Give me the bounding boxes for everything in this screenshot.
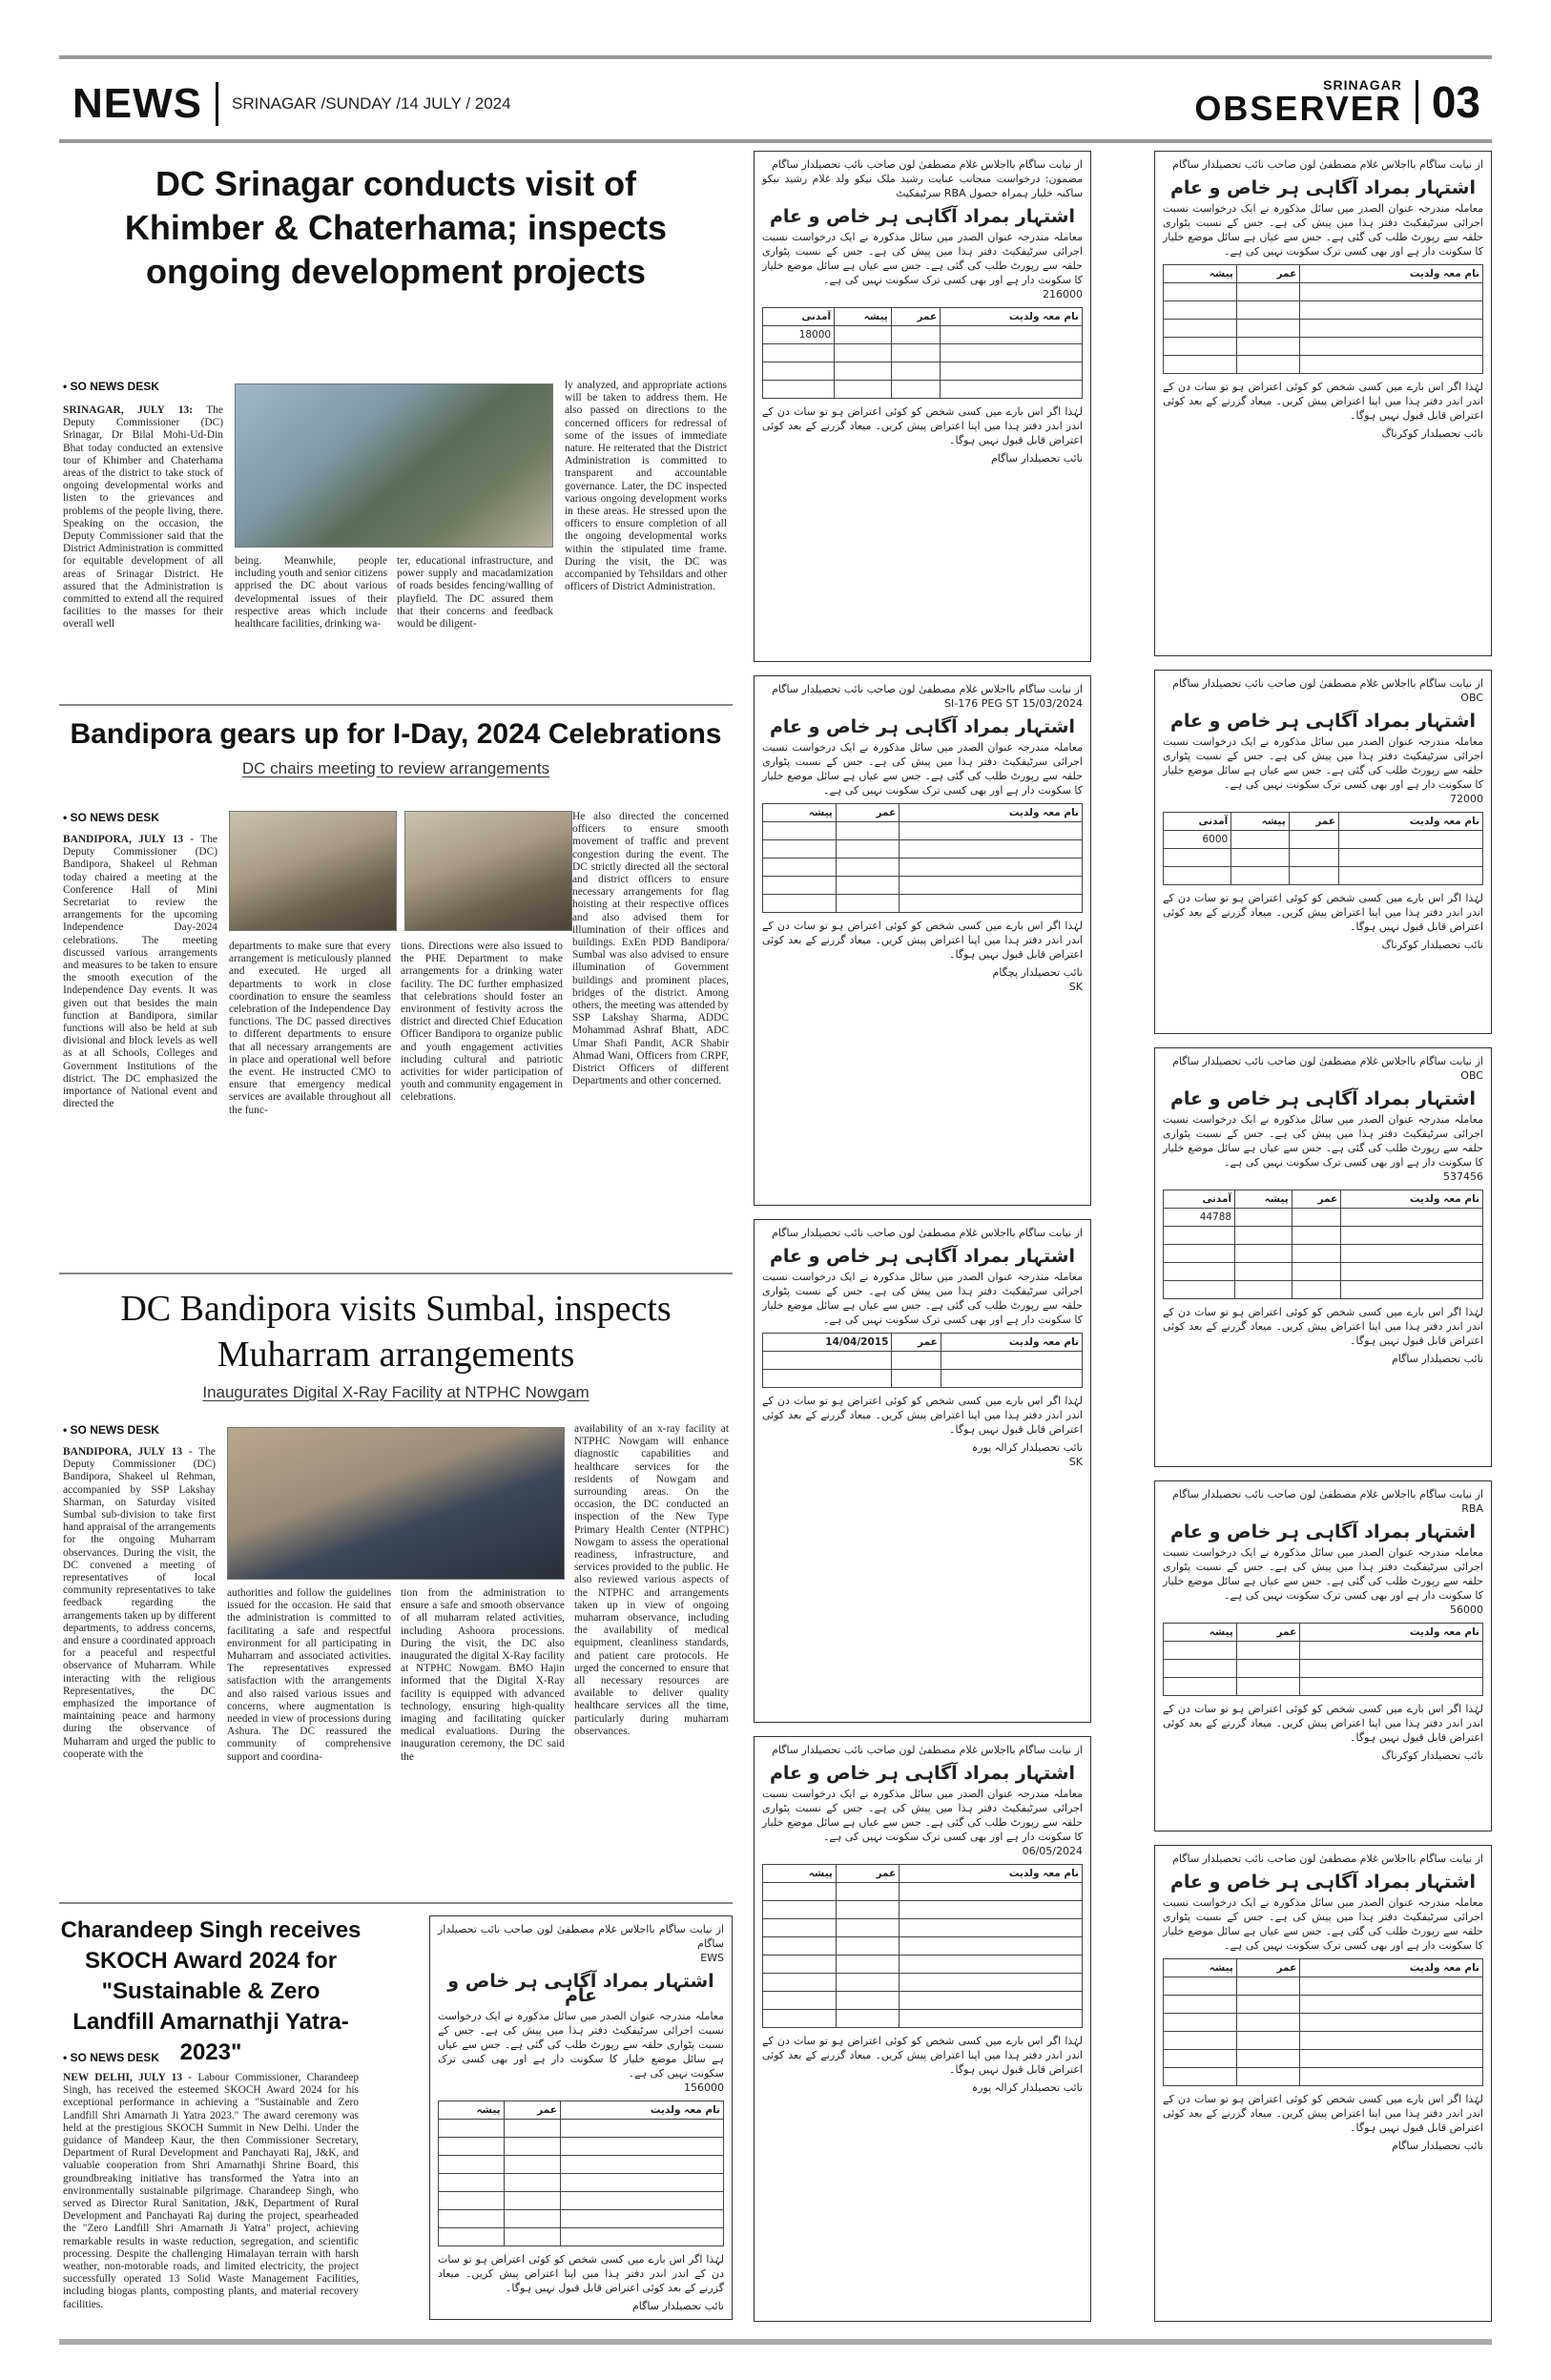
notice-table	[1163, 1190, 1483, 1299]
notice-intro: از نیابت ساگام بااجلاس غلام مصطفیٰ لون صاحب نائب تحصیلدار ساگام	[1172, 1488, 1483, 1500]
notice-body: معاملہ مندرجہ عنوان الصدر میں سائل مذکورہ نے ایک درخواست نسبت اجرائی سرٹیفکیٹ دفتر ہذا میں پیش کی ہے۔ جس کے نسبت پٹواری حلقہ سے رپورٹ طلب کی گئی ہے۔ جس سے عیاں ہے سائل موضع خلیار کا سکونت دار ہے اور بھی کسی ترک سکونت نہیں کی ہے۔	[762, 231, 1083, 286]
col-age: عمر	[1236, 265, 1299, 283]
notice-table	[1163, 1623, 1483, 1696]
notice-table	[762, 1864, 1083, 2028]
notice-table	[762, 307, 1083, 399]
dateline-lead: BANDIPORA, JULY 13 -	[63, 1446, 193, 1458]
story-skoch-award	[59, 1915, 362, 2328]
story-dc-srinagar	[59, 162, 733, 706]
col-profession: پیشہ	[835, 308, 892, 326]
notice-objection: لہٰذا اگر اس بارے میں کسی شخص کو کوئی اعتراض ہو تو سات دن کے اندر اندر دفتر ہذا میں اپنا اعتراض پیش کریں۔ میعاد گزرنے کے بعد کوئی اعتراض قابل قبول نہیں ہوگا۔	[1163, 892, 1483, 933]
story-column-4: availability of an x-ray facility at NTPHC Nowgam will enhance diagnostic capabilities and healthcare services for the residents of Nowgam and surrounding areas. On the occasion, the DC conducted an inspection of the New Type Primary Health Center (NTPHC) Nowgam to assess the operational readiness, infrastructure, and services provided to the public. He also reviewed various aspects of the NTPHC and arrangements taken up in view of ongoing muharram observance, including the availability of medical equipment, cleanliness standards, and patient care protocols. He urged the concerned to ensure that all necessary resources are available to deliver quality healthcare services all the time, particularly during muharram observances.	[574, 1423, 729, 1737]
story-column-3: ter, educational infrastructure, and power supply and macadamization of roads besides fencing/walling of playfield. The DC assured them that their concerns and feedback would be diligent-	[397, 555, 553, 631]
masthead-left	[72, 80, 511, 128]
page-number: 03	[1431, 77, 1480, 127]
news-photo	[227, 1427, 565, 1580]
notice-body: معاملہ مندرجہ عنوان الصدر میں سائل مذکورہ نے ایک درخواست نسبت اجرائی سرٹیفکیٹ دفتر ہذا میں پیش کی ہے۔ جس کے نسبت پٹواری حلقہ سے رپورٹ طلب کی گئی ہے۔ جس سے عیاں ہے سائل موضع خلیار کا سکونت دار ہے اور بھی کسی ترک سکونت نہیں کی ہے۔	[1163, 1113, 1483, 1169]
income-value: 18000	[763, 326, 835, 344]
story-column-3: tion from the administration to ensure a safe and smooth observance of all muharram related activities, including Ashoora processions. During the visit, the DC also inaugurated the digital X-Ray facility at NTPHC Nowgam. BMO Hajin informed that the Digital X-Ray facility is equipped with advanced technology, ensuring high-quality imaging and facilitating quicker medical evaluations. During the inauguration ceremony, the DC said the	[401, 1587, 565, 1763]
notice-body: معاملہ مندرجہ عنوان الصدر میں سائل مذکورہ نے ایک درخواست نسبت اجرائی سرٹیفکیٹ دفتر ہذا میں پیش کی ہے۔ جس کے نسبت پٹواری حلقہ سے رپورٹ طلب کی گئی ہے۔ جس سے عیاں ہے سائل موضع خلیار کا سکونت دار ہے اور بھی کسی ترک سکونت نہیں کی ہے۔	[1163, 202, 1483, 258]
column-text: The Deputy Commissioner (DC) Bandipora, Shakeel ul Rehman today chaired a meeting at the Conference Hall of Mini Secretariat to review the arrangements for the upcoming Independence Day-2024 celebrations. The meeting discussed various arrangements and measures to be taken to ensure the smooth execution of the Independence Day events. It was given out that besides the main function at Bandipora, similar functions will also be held at sub divisional and block levels as well as at all Schools, Colleges and Government Institutions of the district. The DC emphasized the importance of National event and directed the	[63, 834, 217, 1110]
col-age: عمر	[891, 308, 941, 326]
notice-signature: نائب تحصیلدار ساگام	[990, 452, 1083, 465]
notice-table	[438, 2101, 724, 2246]
notice-table	[762, 1333, 1083, 1388]
notice-objection: لہٰذا اگر اس بارے میں کسی شخص کو کوئی اعتراض ہو تو سات دن کے اندر اندر دفتر ہذا میں اپنا اعتراض پیش کریں۔ میعاد گزرنے کے بعد کوئی اعتراض قابل قبول نہیں ہوگا۔	[1163, 2093, 1483, 2134]
story-bandipora-sumbal	[59, 1286, 733, 1896]
col-age: عمر	[1292, 1190, 1341, 1209]
headline: Bandipora gears up for I-Day, 2024 Celebrations	[70, 718, 722, 750]
byline: • SO NEWS DESK	[63, 380, 159, 393]
notice-objection: لہٰذا اگر اس بارے میں کسی شخص کو کوئی اعتراض ہو تو سات دن کے اندر اندر دفتر ہذا میں اپنا اعتراض پیش کریں۔ میعاد گزرنے کے بعد کوئی اعتراض قابل قبول نہیں ہوگا۔	[1163, 1306, 1483, 1347]
notice-date: 15/03/2024	[1022, 697, 1083, 710]
col-age: عمر	[1236, 1624, 1299, 1642]
column-text: The Deputy Commissioner (DC) Srinagar, Dr Bilal Mohi-Ud-Din Bhat today conducted an extensive tour of Khimber and Chaterhama areas of the district to take stock of ongoing developmental works and listen to the grievances and problems of the people living, there. Speaking on the occasion, the Deputy Commissioner said that the District Administration is committed for equitable development of all areas of Srinagar District. He assured that the Administration is committed to extend all the required facilities to the masses for their overall well	[63, 404, 223, 631]
col-age: عمر	[892, 1334, 941, 1352]
notice-signature: نائب تحصیلدار ساگام	[631, 2300, 724, 2312]
notice-body: معاملہ مندرجہ عنوان الصدر میں سائل مذکورہ نے ایک درخواست نسبت اجرائی سرٹیفکیٹ دفتر ہذا میں پیش کی ہے۔ جس کے نسبت پٹواری حلقہ سے رپورٹ طلب کی گئی ہے۔ جس سے عیاں ہے سائل موضع خلیار کا سکونت دار ہے اور بھی کسی ترک سکونت نہیں کی ہے۔	[1163, 1546, 1483, 1602]
notice-signature: نائب تحصیلدار کوکرناگ	[1381, 939, 1483, 951]
notice-heading: اشتہار بمراد آگاہی ہر خاص و عام	[769, 1246, 1076, 1267]
notice-table	[1163, 812, 1483, 885]
notice-amount: 156000	[684, 2081, 724, 2094]
notice-body: معاملہ مندرجہ عنوان الصدر میں سائل مذکورہ نے ایک درخواست نسبت اجرائی سرٹیفکیٹ دفتر ہذا میں پیش کی ہے۔ جس کے نسبت پٹواری حلقہ سے رپورٹ طلب کی گئی ہے۔ جس سے عیاں ہے سائل موضع خلیار کا سکونت دار ہے اور بھی کسی ترک سکونت نہیں کی ہے۔	[762, 1271, 1083, 1326]
story-bandipora-iday	[59, 715, 733, 1269]
notice-objection: لہٰذا اگر اس بارے میں کسی شخص کو کوئی اعتراض ہو تو سات دن کے اندر اندر دفتر ہذا میں اپنا اعتراض پیش کریں۔ میعاد گزرنے کے بعد کوئی اعتراض قابل قبول نہیں ہوگا۔	[1163, 381, 1483, 422]
notice-signature: نائب تحصیلدار کرالہ پورہ	[971, 2081, 1083, 2094]
notice-amount: 72000	[1450, 793, 1483, 805]
dateline-lead: NEW DELHI, JULY 13 -	[63, 2072, 193, 2083]
urdu-notice	[1154, 670, 1492, 1034]
col-name: نام معہ ولدیت	[1300, 265, 1483, 283]
col-profession: پیشہ	[763, 804, 837, 822]
newspaper-page	[59, 55, 1492, 2333]
col-profession: پیشہ	[1235, 1190, 1292, 1209]
notice-intro: از نیابت ساگام بااجلاس غلام مصطفیٰ لون صاحب نائب تحصیلدار ساگام	[1172, 1055, 1483, 1067]
story-column-1	[63, 404, 223, 706]
headline: DC Srinagar conducts visit of Khimber & Chaterhama; inspects ongoing development projects	[124, 164, 668, 291]
notice-table	[762, 803, 1083, 913]
col-age: عمر	[836, 1865, 899, 1883]
notice-objection: لہٰذا اگر اس بارے میں کسی شخص کو کوئی اعتراض ہو تو سات دن کے اندر اندر دفتر ہذا میں اپنا اعتراض پیش کریں۔ میعاد گزرنے کے بعد کوئی اعتراض قابل قبول نہیں ہوگا۔	[762, 920, 1083, 961]
col-name: نام معہ ولدیت	[1300, 1624, 1483, 1642]
brand-top: SRINAGAR	[1323, 77, 1402, 93]
col-name: نام معہ ولدیت	[1339, 813, 1483, 831]
story-body	[63, 2072, 359, 2326]
notice-body: معاملہ مندرجہ عنوان الصدر میں سائل مذکورہ نے ایک درخواست نسبت اجرائی سرٹیفکیٹ دفتر ہذا میں پیش کی ہے۔ جس کے نسبت پٹواری حلقہ سے رپورٹ طلب کی گئی ہے۔ جس سے عیاں ہے سائل موضع خلیار کا سکونت دار ہے اور بھی کسی ترک سکونت نہیں کی ہے۔	[1163, 1896, 1483, 1952]
notice-heading: اشتہار بمراد آگاہی ہر خاص و عام	[1169, 1872, 1477, 1893]
notice-intro: از نیابت ساگام بااجلاس غلام مصطفیٰ لون صاحب نائب تحصیلدار ساگام	[772, 683, 1083, 695]
separator	[59, 1902, 733, 1904]
notice-ref	[762, 696, 1083, 711]
col-name: نام معہ ولدیت	[1341, 1190, 1483, 1209]
byline: • SO NEWS DESK	[63, 811, 159, 824]
separator	[59, 1273, 733, 1274]
urdu-notice	[1154, 1480, 1492, 1832]
dateline: SRINAGAR /SUNDAY /14 JULY / 2024	[232, 94, 511, 113]
column-text: The Deputy Commissioner (DC) Bandipora, Shakeel ul Rehman, accompanied by SSP Lakshay Sharman, on Saturday visited Sumbal sub-division to take first hand appraisal of the arrangements for the ongoing Muharram observances. During the visit, the DC convened a meeting of representatives of local community representatives to take feedback regarding the arrangements taken up by different departments, to address concerns, and ensure a coordinated approach for a peaceful and respectful observance of Muharram. While interacting with the religious Representatives, the DC emphasized the importance of maintaining peace and harmony during the observance of Muharram and urged the public to cooperate with the	[63, 1446, 216, 1760]
notice-objection: لہٰذا اگر اس بارے میں کسی شخص کو کوئی اعتراض ہو تو سات دن کے اندر اندر دفتر ہذا میں اپنا اعتراض پیش کریں۔ میعاد گزرنے کے بعد کوئی اعتراض قابل قبول نہیں ہوگا۔	[1163, 1703, 1483, 1744]
notice-heading: اشتہار بمراد آگاہی ہر خاص و عام	[447, 1971, 714, 2006]
col-profession: پیشہ	[1164, 1624, 1237, 1642]
urdu-notice	[754, 151, 1091, 662]
col-name: نام معہ ولدیت	[1300, 1959, 1483, 1977]
col-name: نام معہ ولدیت	[900, 804, 1083, 822]
notice-sk-label: SK	[1068, 1456, 1083, 1468]
notice-signature: نائب تحصیلدار ساگام	[1391, 1353, 1483, 1365]
brand-main: OBSERVER	[1194, 89, 1402, 128]
col-profession: پیشہ	[763, 1865, 837, 1883]
notice-amount: 537456	[1443, 1170, 1483, 1183]
urdu-notice	[754, 1219, 1091, 1723]
income-value: 44788	[1164, 1209, 1235, 1227]
notice-peg: PEG	[981, 697, 1003, 710]
subheadline: DC chairs meeting to review arrangements	[241, 759, 550, 777]
notice-intro: از نیابت ساگام بااجلاس غلام مصطفیٰ لون صاحب نائب تحصیلدار ساگام	[1172, 158, 1483, 171]
col-age: عمر	[504, 2101, 560, 2120]
notice-signature: نائب تحصیلدار پچگام	[992, 966, 1083, 979]
story-column-4: He also directed the concerned officers to ensure smooth movement of traffic and prevent congestion during the event. The DC strictly directed all the sectoral and district officers to ensure necessary arrangements for flag hoisting at their respective offices and also advised them for illumination of their offices and buildings. ExEn PDD Bandipora/ Sumbal was also advised to ensure illumination of Government buildings and prominent places, bridges of the district. Among others, the meeting was attended by SSP Lakshay Sharma, ADDC Mohammad Ashraf Bhatt, ADC Umar Shafi Pandit, ACR Shabir Ahmad Wani, Officers from CRPF, District Officers of different Departments and other concerned.	[572, 811, 729, 1087]
notice-heading: اشتہار بمراد آگاہی ہر خاص و عام	[1169, 711, 1477, 732]
notice-st: ST	[1005, 697, 1020, 710]
story-column-4: ly analyzed, and appropriate actions will be taken to address them. He also passed on directions to the concerned officers for redressal of some of the issues of immediate nature. He reiterated that the District Administration is committed to transparent and accountable governance. Later, the DC inspected various ongoing development works in these areas. He stressed upon the officers to ensure completion of all the ongoing developmental works within the stipulated time frame. During the visit, the DC was accompanied by Tehsildars and other officers of District Administration.	[565, 380, 727, 593]
notice-amount: 56000	[1450, 1604, 1483, 1616]
notice-body: معاملہ مندرجہ عنوان الصدر میں سائل مذکورہ نے ایک درخواست نسبت اجرائی سرٹیفکیٹ دفتر ہذا میں پیش کی ہے۔ جس کے نسبت پٹواری حلقہ سے رپورٹ طلب کی گئی ہے۔ جس سے عیاں ہے سائل موضع خلیار کا سکونت دار ہے اور بھی کسی ترک سکونت نہیں کی ہے۔	[1163, 735, 1483, 791]
story-column-2: being. Meanwhile, people including youth and senior citizens apprised the DC about various developmental issues of their respective areas which include healthcare facilities, drinking wa-	[235, 555, 387, 631]
col-age: عمر	[1289, 813, 1338, 831]
byline: • SO NEWS DESK	[63, 1423, 159, 1437]
col-name: نام معہ ولدیت	[560, 2101, 723, 2120]
col-age: عمر	[1236, 1959, 1299, 1977]
col-income: آمدنی	[1164, 813, 1231, 831]
notice-obc-label: OBC	[1460, 692, 1483, 704]
col-name: نام معہ ولدیت	[941, 308, 1083, 326]
col-age: عمر	[836, 804, 899, 822]
dateline-lead: BANDIPORA, JULY 13 -	[63, 834, 195, 845]
notice-rba-label: RBA	[1461, 1502, 1483, 1515]
brand-logo	[1194, 78, 1401, 126]
notice-signature: نائب تحصیلدار کوکرناگ	[1381, 1749, 1483, 1762]
column-text: Labour Commissioner, Charandeep Singh, has received the esteemed SKOCH Award 2024 for his exceptional performance in achieving a "Sustainable and Zero Landfill Shri Amarnath Ji Yatra 2023." The award ceremony was held at the prestigious SKOCH Summit in New Delhi. Under the guidance of Mandeep Kaur, the then Commissioner Secretary, Department of Rural Development and Panchayati Raj, J&K, and valuable cooperation from Shri Amarnathji Shrine Board, this groundbreaking initiative has transformed the Yatra into an environmentally sustainable pilgrimage. Charandeep Singh, who served as Director Rural Sanitation, J&K, Department of Rural Development and Panchayati Raj during the project, spearheaded the "Zero Landfill Shri Amarnath Ji Yatra" project, achieving remarkable results in waste reduction, segregation, and scientific processing. Despite the challenging Himalayan terrain with harsh weather, non-motorable roads, and limited electricity, the project successfully operated 13 Solid Waste Management Facilities, including biogas plants, composting plants, and material recovery facilities.	[63, 2072, 359, 2310]
notice-objection: لہٰذا اگر اس بارے میں کسی شخص کو کوئی اعتراض ہو تو سات دن کے اندر اندر دفتر ہذا میں اپنا اعتراض پیش کریں۔ میعاد گزرنے کے بعد کوئی اعتراض قابل قبول نہیں ہوگا۔	[762, 405, 1083, 446]
notice-intro: از نیابت ساگام بااجلاس غلام مصطفیٰ لون صاحب نائب تحصیلدار ساگام	[1172, 1852, 1483, 1865]
urdu-notice	[1154, 1047, 1492, 1467]
urdu-notices-column-b	[1154, 151, 1492, 2326]
story-column-1	[63, 834, 217, 1265]
dateline-lead: SRINAGAR, JULY 13:	[63, 404, 194, 416]
notice-sk-label: SK	[1068, 981, 1083, 993]
masthead-right	[1194, 76, 1480, 128]
notice-heading: اشتہار بمراد آگاہی ہر خاص و عام	[1169, 177, 1477, 198]
story-column-1	[63, 1446, 216, 1893]
headline: Charandeep Singh receives SKOCH Award 2024 for "Sustainable & Zero Landfill Amarnathji Yatra-2023"	[60, 1917, 362, 2065]
notice-body: معاملہ مندرجہ عنوان الصدر میں سائل مذکورہ نے ایک درخواست نسبت اجرائی سرٹیفکیٹ دفتر ہذا میں پیش کی ہے۔ جس کے نسبت پٹواری حلقہ سے رپورٹ طلب کی گئی ہے۔ جس سے عیاں ہے سائل موضع خلیار کا سکونت دار ہے اور بھی کسی ترک سکونت نہیں کی ہے۔	[762, 1788, 1083, 1843]
story-column-3: tions. Directions were also issued to the PHE Department to make arrangements for a drinking water facility. The DC further emphasized that celebrations should foster an environment of festivity across the district and directed Chief Education Officer Bandipora to organize public and youth engagement activities including cultural and patriotic activities for wider participation of youth and community engagement in celebrations.	[401, 941, 563, 1104]
col-profession: پیشہ	[1164, 265, 1237, 283]
subheadline: Inaugurates Digital X-Ray Facility at NTPHC Nowgam	[202, 1383, 589, 1401]
urdu-notice	[754, 1736, 1091, 2322]
notice-objection: لہٰذا اگر اس بارے میں کسی شخص کو کوئی اعتراض ہو تو سات دن کے اندر اندر دفتر ہذا میں اپنا اعتراض پیش کریں۔ میعاد گزرنے کے بعد کوئی اعتراض قابل قبول نہیں ہوگا۔	[762, 1395, 1083, 1436]
col-income: آمدنی	[763, 308, 835, 326]
notice-heading: اشتہار بمراد آگاہی ہر خاص و عام	[769, 1763, 1076, 1784]
masthead-divider-right	[1416, 80, 1418, 124]
notice-table	[1163, 1958, 1483, 2086]
notice-intro: از نیابت ساگام بااجلاس غلام مصطفیٰ لون صاحب نائب تحصیلدار ساگام	[772, 158, 1083, 171]
separator	[59, 704, 733, 706]
notice-signature: نائب تحصیلدار ساگام	[1391, 2140, 1483, 2152]
story-column-2: departments to make sure that every arrangement is meticulously planned and executed. He urged all departments to work in close coordination to ensure the seamless celebration of the Independence Day functions. The DC passed directives to different departments to ensure that all necessary arrangements are in place and operational well before the event. He instructed CMO to ensure that emergency medical services are available throughout all the func-	[229, 941, 391, 1116]
byline: • SO NEWS DESK	[63, 2051, 159, 2064]
section-title: NEWS	[72, 80, 202, 127]
urdu-notices-column-a	[754, 151, 1091, 2326]
urdu-notice	[754, 675, 1091, 1206]
notice-objection: لہٰذا اگر اس بارے میں کسی شخص کو کوئی اعتراض ہو تو سات دن کے اندر اندر دفتر ہذا میں اپنا اعتراض پیش کریں۔ میعاد گزرنے کے بعد کوئی اعتراض قابل قبول نہیں ہوگا۔	[762, 2035, 1083, 2076]
notice-intro: از نیابت ساگام بااجلاس غلام مصطفیٰ لون صاحب نائب تحصیلدار ساگام	[1172, 677, 1483, 690]
notice-amount: 216000	[1043, 288, 1083, 300]
masthead-divider	[216, 82, 218, 126]
news-photo	[235, 383, 553, 548]
news-photo-1	[229, 811, 397, 931]
footer-rule	[59, 2339, 1492, 2345]
notice-table	[1163, 264, 1483, 374]
notice-signature: نائب تحصیلدار کرالہ پورہ	[971, 1441, 1083, 1454]
notice-signature: نائب تحصیلدار کوکرناگ	[1381, 427, 1483, 440]
notice-objection: لہٰذا اگر اس بارے میں کسی شخص کو کوئی اعتراض ہو تو سات دن کے اندر اندر دفتر ہذا میں اپنا اعتراض پیش کریں۔ میعاد گزرنے کے بعد کوئی اعتراض قابل قبول نہیں ہوگا۔	[438, 2253, 724, 2294]
notice-ref-number: SI-176	[944, 697, 979, 710]
notice-heading: اشتہار بمراد آگاہی ہر خاص و عام	[1169, 1521, 1477, 1542]
col-name: نام معہ ولدیت	[941, 1334, 1082, 1352]
notice-intro: از نیابت ساگام بااجلاس غلام مصطفیٰ لون صاحب نائب تحصیلدار ساگام	[438, 1923, 724, 1950]
urdu-notice	[1154, 1845, 1492, 2322]
notice-heading: اشتہار بمراد آگاہی ہر خاص و عام	[769, 206, 1076, 227]
notice-ews-label: EWS	[700, 1952, 724, 1964]
notice-intro: از نیابت ساگام بااجلاس غلام مصطفیٰ لون صاحب نائب تحصیلدار ساگام	[772, 1227, 1083, 1239]
notice-heading: اشتہار بمراد آگاہی ہر خاص و عام	[1169, 1088, 1477, 1109]
headline: DC Bandipora visits Sumbal, inspects Muharram arrangements	[120, 1289, 672, 1375]
notice-body: معاملہ مندرجہ عنوان الصدر میں سائل مذکورہ نے ایک درخواست نسبت اجرائی سرٹیفکیٹ دفتر ہذا میں پیش کی ہے۔ جس کے نسبت پٹواری حلقہ سے رپورٹ طلب کی گئی ہے۔ جس سے عیاں ہے سائل موضع خلیار کا سکونت دار ہے اور بھی کسی ترک سکونت نہیں کی ہے۔	[762, 741, 1083, 797]
col-profession: پیشہ	[439, 2101, 505, 2120]
col-income: آمدنی	[1164, 1190, 1235, 1209]
notice-obc-label: OBC	[1460, 1069, 1483, 1082]
notice-date: 06/05/2024	[1022, 1845, 1083, 1857]
col-date: 14/04/2015	[763, 1334, 892, 1352]
notice-intro: از نیابت ساگام بااجلاس غلام مصطفیٰ لون صاحب نائب تحصیلدار ساگام	[772, 1744, 1083, 1756]
story-column-2: authorities and follow the guidelines issued for the occasion. He said that the administration is committed to facilitating a safe and respectful environment for all participating in Muharram and associated activities. The representatives expressed satisfaction with the arrangements and also raised various issues and concerns, where augmentation is needed in view of processions during Ashura. The DC reassured the community of comprehensive support and coordina-	[227, 1587, 391, 1763]
col-name: نام معہ ولدیت	[900, 1865, 1083, 1883]
notice-body: معاملہ مندرجہ عنوان الصدر میں سائل مذکورہ نے ایک درخواست نسبت اجرائی سرٹیفکیٹ دفتر ہذا میں پیش کی ہے۔ جس کے نسبت پٹواری حلقہ سے رپورٹ طلب کی گئی ہے۔ جس سے عیاں ہے سائل موضع خلیار کا سکونت دار ہے اور بھی کسی ترک سکونت نہیں کی ہے۔	[438, 2010, 724, 2080]
masthead	[59, 55, 1492, 143]
col-profession: پیشہ	[1164, 1959, 1237, 1977]
news-photo-2	[404, 811, 572, 931]
income-value: 6000	[1164, 831, 1231, 849]
urdu-notice	[1154, 151, 1492, 656]
notice-subject: مضمون: درخواست منجانب عنایت رشید ملک نیکو ولد غلام رشید نیکو ساکنہ خلیار ہمراہ حصول RBA سرٹیفکیٹ	[762, 173, 1083, 199]
notice-heading: اشتہار بمراد آگاہی ہر خاص و عام	[769, 716, 1076, 737]
col-profession: پیشہ	[1231, 813, 1289, 831]
urdu-notice-ews	[429, 1915, 733, 2320]
